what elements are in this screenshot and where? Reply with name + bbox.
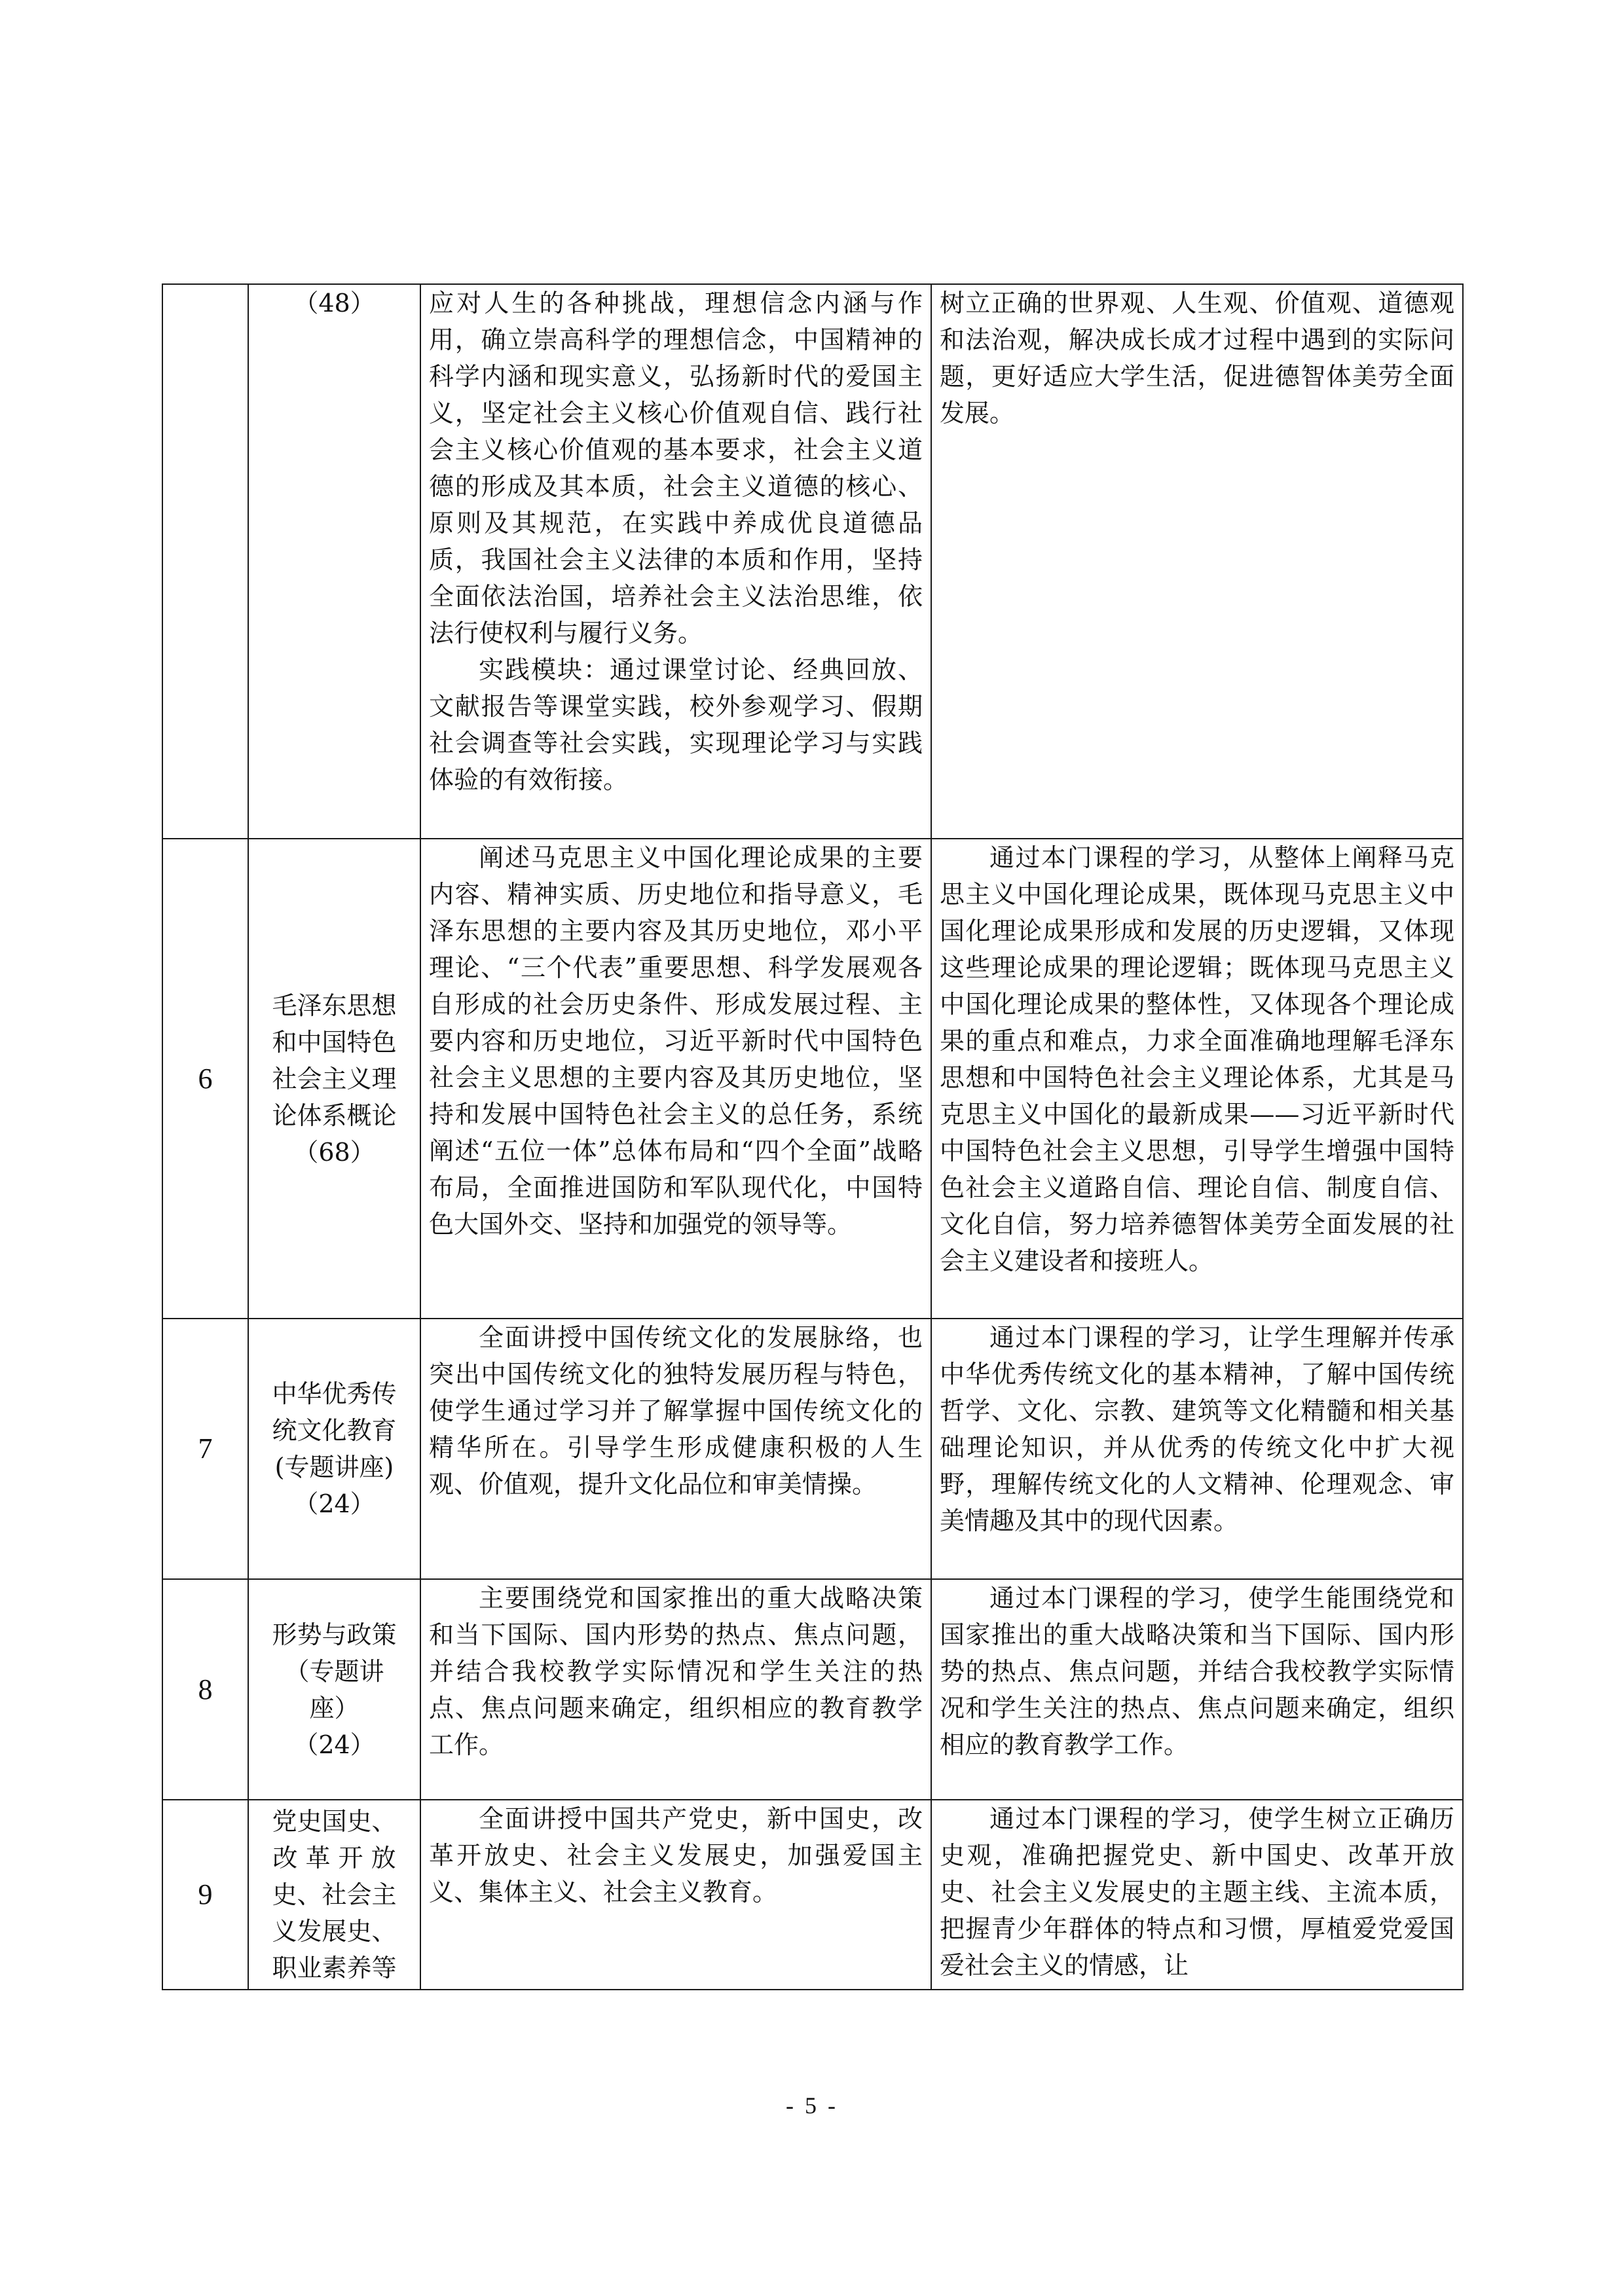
course-name-line: （24）: [293, 1489, 375, 1518]
content-paragraph: 应对人生的各种挑战，理想信念内涵与作用，确立崇高科学的理想信念，中国精神的科学内涵和现实意义，弘扬新时代的爱国主义，坚定社会主义核心价值观自信、践行社会主义核心价值观的基本要求，社会主义道德的形成及其本质，社会主义道德的核心、原则及其规范，在实践中养成优良道德品质，我国社会主义法律的本质和作用，坚持全面依法治国，培养社会主义法治思维，依法行使权利与履行义务。: [429, 289, 923, 647]
content-paragraph: 主要围绕党和国家推出的重大战略决策和当下国际、国内形势的热点、焦点问题，并结合我校教学实际情况和学生关注的热点、焦点问题来确定，组织相应的教育教学工作。: [429, 1584, 923, 1759]
course-name-line: 统文化教育: [272, 1416, 397, 1445]
course-number-cell: 9: [162, 1800, 248, 1990]
goal-paragraph: 通过本门课程的学习，从整体上阐释马克思主义中国化理论成果，既体现马克思主义中国化理论成果形成和发展的历史逻辑，又体现这些理论成果的理论逻辑；既体现马克思主义中国化理论成果的整体性，又体现各个理论成果的重点和难点，力求全面准确地理解毛泽东思想和中国特色社会主义理论体系，尤其是马克思主义中国化的最新成果——习近平新时代中国特色社会主义思想，引导学生增强中国特色社会主义道路自信、理论自信、制度自信、文化自信，努力培养德智体美劳全面发展的社会主义建设者和接班人。: [940, 843, 1454, 1275]
course-name-line: 社会主义理: [272, 1064, 397, 1093]
table-row: [162, 284, 1463, 839]
course-goal-cell: [931, 1319, 1463, 1579]
goal-paragraph: 通过本门课程的学习，让学生理解并传承中华优秀传统文化的基本精神，了解中国传统哲学、文化、宗教、建筑等文化精髓和相关基础理论知识，并从优秀的传统文化中扩大视野，理解传统文化的人文精神、伦理观念、审美情趣及其中的现代因素。: [940, 1323, 1454, 1535]
table-row: [162, 1800, 1463, 1990]
page-number: - 5 -: [786, 2092, 838, 2119]
course-name-cell: [248, 1579, 420, 1800]
course-name-line: 史、社会主: [272, 1880, 397, 1909]
course-name-line: 党史国史、: [272, 1807, 397, 1836]
course-name-line: 职业素养等: [272, 1954, 397, 1982]
course-number-cell: 7: [162, 1319, 248, 1579]
course-name-line: 形势与政策: [272, 1620, 397, 1649]
course-content-cell: [420, 1579, 931, 1800]
course-goal-cell: [931, 839, 1463, 1319]
course-goal-cell: [931, 1800, 1463, 1990]
content-paragraph: 实践模块：通过课堂讨论、经典回放、文献报告等课堂实践，校外参观学习、假期社会调查等社会实践，实现理论学习与实践体验的有效衔接。: [429, 655, 923, 794]
course-content-cell: [420, 284, 931, 839]
course-content-cell: [420, 1800, 931, 1990]
course-number-cell: 6: [162, 839, 248, 1319]
table-row: [162, 1579, 1463, 1800]
course-name-line: 义发展史、: [272, 1917, 397, 1946]
course-name-line: 改 革 开 放: [272, 1844, 396, 1872]
course-name-line: 论体系概论: [272, 1101, 397, 1130]
course-name-line: （专题讲: [284, 1656, 384, 1686]
course-content-cell: [420, 1319, 931, 1579]
course-name-cell: [248, 1800, 420, 1990]
goal-paragraph: 通过本门课程的学习，使学生树立正确历史观，准确把握党史、新中国史、改革开放史、社会主义发展史的主题主线、主流本质，把握青少年群体的特点和习惯，厚植爱党爱国爱社会主义的情感，让: [940, 1804, 1454, 1980]
course-name-cell: [248, 839, 420, 1319]
table-row: [162, 1319, 1463, 1579]
course-number-cell: [162, 284, 248, 839]
table-row: [162, 839, 1463, 1319]
course-name-cell: [248, 1319, 420, 1579]
course-goal-cell: [931, 1579, 1463, 1800]
course-name-line: 和中国特色: [272, 1027, 397, 1057]
course-name-line: 中华优秀传: [272, 1379, 397, 1408]
course-table: [162, 283, 1464, 1990]
content-paragraph: 全面讲授中国共产党史，新中国史，改革开放史、社会主义发展史，加强爱国主义、集体主义、社会主义教育。: [429, 1804, 923, 1906]
goal-paragraph: 树立正确的世界观、人生观、价值观、道德观和法治观，解决成长成才过程中遇到的实际问题，更好适应大学生活，促进德智体美劳全面发展。: [940, 289, 1454, 428]
course-content-cell: [420, 839, 931, 1319]
content-paragraph: 阐述马克思主义中国化理论成果的主要内容、精神实质、历史地位和指导意义，毛泽东思想的主要内容及其历史地位，邓小平理论、“三个代表”重要思想、科学发展观各自形成的社会历史条件、形成发展过程、主要内容和历史地位，习近平新时代中国特色社会主义思想的主要内容及其历史地位，坚持和发展中国特色社会主义的总任务，系统阐述“五位一体”总体布局和“四个全面”战略布局，全面推进国防和军队现代化，中国特色大国外交、坚持和加强党的领导等。: [429, 843, 923, 1239]
course-name-line: (专题讲座): [274, 1453, 394, 1482]
course-name-line: （24）: [293, 1730, 375, 1759]
course-name-cell: [248, 284, 420, 839]
course-name-line: （48）: [293, 289, 375, 318]
course-name-line: （68）: [293, 1137, 375, 1167]
goal-paragraph: 通过本门课程的学习，使学生能围绕党和国家推出的重大战略决策和当下国际、国内形势的热点、焦点问题，并结合我校教学实际情况和学生关注的热点、焦点问题来确定，组织相应的教育教学工作。: [940, 1584, 1454, 1759]
course-name-line: 座）: [309, 1693, 360, 1722]
course-number-cell: 8: [162, 1579, 248, 1800]
content-paragraph: 全面讲授中国传统文化的发展脉络，也突出中国传统文化的独特发展历程与特色，使学生通过学习并了解掌握中国传统文化的精华所在。引导学生形成健康积极的人生观、价值观，提升文化品位和审美情操。: [429, 1323, 923, 1499]
course-name-line: 毛泽东思想: [272, 991, 397, 1020]
course-goal-cell: [931, 284, 1463, 839]
